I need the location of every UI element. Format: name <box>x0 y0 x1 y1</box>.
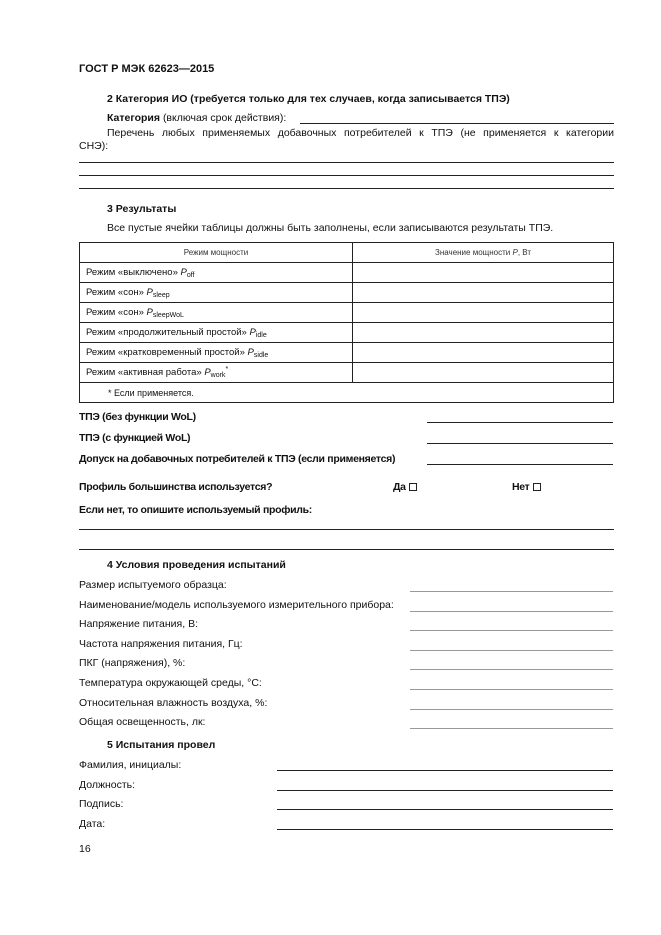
power-mode-cell <box>80 363 353 383</box>
tester-label: Подпись: <box>79 798 124 811</box>
power-sub: work <box>210 372 226 380</box>
page-number: 16 <box>79 843 91 855</box>
tester-field[interactable] <box>277 790 613 791</box>
condition-label: Температура окружающей среды, °С: <box>79 677 262 689</box>
power-mode-cell <box>80 323 353 343</box>
condition-label: Размер испытуемого образца: <box>79 579 227 591</box>
power-sub: idle <box>255 332 267 340</box>
condition-field[interactable] <box>410 630 613 631</box>
col-power-value <box>353 243 614 263</box>
tester-label: Дата: <box>79 817 106 830</box>
table-row <box>80 363 614 383</box>
category-label: Категория <box>107 112 161 124</box>
tester-field[interactable] <box>277 809 613 810</box>
condition-label: ПКГ (напряжения), %: <box>79 657 186 670</box>
power-mode-label: Режим «продолжительный простой» <box>86 327 250 339</box>
power-mode-cell <box>80 303 353 323</box>
power-value-cell[interactable] <box>353 363 614 383</box>
power-sub: sleepWoL <box>152 312 184 320</box>
footnote-row <box>80 383 614 403</box>
power-var: P <box>204 367 211 379</box>
condition-field[interactable] <box>410 591 613 592</box>
section3-note: Все пустые ячейки таблицы должны быть заполнены, если записываются результаты ТПЭ. <box>107 222 554 234</box>
condition-field[interactable] <box>410 689 613 690</box>
tester-label: Должность: <box>79 778 136 791</box>
profile-desc-field-1[interactable] <box>79 529 614 530</box>
power-mode-label: Режим «активная работа» <box>86 367 205 379</box>
power-value-cell[interactable] <box>353 343 614 363</box>
power-value-cell[interactable] <box>353 283 614 303</box>
footnote: * Если применяется. <box>80 383 614 403</box>
power-mode-label: Режим «сон» <box>86 287 147 299</box>
profile-desc-field-2[interactable] <box>79 549 614 550</box>
list-line1: Перечень любых применяемых добавочных потребителей к ТПЭ (не применяется к категории <box>107 127 614 139</box>
section5-title: 5 Испытания провел <box>107 739 216 751</box>
power-mode-cell <box>80 263 353 283</box>
table-row <box>80 303 614 323</box>
category-field[interactable] <box>300 123 614 124</box>
power-mode-label: Режим «выключено» <box>86 267 181 279</box>
condition-field[interactable] <box>410 728 613 729</box>
list-line2: СНЭ): <box>79 140 109 152</box>
tester-field[interactable] <box>277 829 613 830</box>
power-var: P <box>247 347 254 359</box>
tpe-wol-label: ТПЭ (с функцией WoL) <box>79 432 191 444</box>
power-value-cell[interactable] <box>353 263 614 283</box>
profile-desc-label: Если нет, то опишите используемый профиль: <box>79 504 312 516</box>
condition-label: Общая освещенность, лк: <box>79 716 206 729</box>
profile-question: Профиль большинства используется? <box>79 481 273 493</box>
no-option[interactable] <box>512 481 541 493</box>
col-power-value-unit: , Вт <box>517 248 531 257</box>
power-mode-cell <box>80 283 353 303</box>
power-sup: * <box>225 365 229 373</box>
tester-field[interactable] <box>277 770 613 771</box>
condition-field[interactable] <box>410 709 613 710</box>
tester-label: Фамилия, инициалы: <box>79 759 182 771</box>
category-note: (включая срок действия): <box>162 112 287 124</box>
results-table <box>79 242 614 403</box>
condition-label: Частота напряжения питания, Гц: <box>79 637 243 650</box>
power-value-cell[interactable] <box>353 303 614 323</box>
list-field-1[interactable] <box>79 162 614 163</box>
col-power-value-var: P <box>512 248 518 257</box>
power-var: P <box>249 327 256 339</box>
condition-field[interactable] <box>410 650 613 651</box>
power-mode-cell <box>80 343 353 363</box>
power-mode-label: Режим «кратковременный простой» <box>86 347 248 359</box>
power-value-cell[interactable] <box>353 323 614 343</box>
yes-option[interactable] <box>393 481 417 493</box>
power-var: P <box>180 267 187 279</box>
section2-title: 2 Категория ИО (требуется только для тех случаев, когда записывается ТПЭ) <box>107 93 510 105</box>
condition-label: Напряжение питания, В: <box>79 618 198 631</box>
col-power-mode: Режим мощности <box>80 243 353 263</box>
list-field-3[interactable] <box>79 188 614 189</box>
power-sub: sleep <box>152 292 170 300</box>
power-var: P <box>146 307 153 319</box>
category-label-row <box>107 112 286 124</box>
list-field-2[interactable] <box>79 175 614 176</box>
condition-field[interactable] <box>410 611 613 612</box>
yes-label: Да <box>393 481 406 493</box>
table-header-row <box>80 243 614 263</box>
yes-checkbox[interactable] <box>409 483 417 491</box>
col-power-value-text: Значение мощности <box>435 248 511 257</box>
section3-title: 3 Результаты <box>107 203 177 215</box>
power-mode-label: Режим «сон» <box>86 307 147 319</box>
table-row <box>80 263 614 283</box>
power-sub: sidle <box>253 352 269 360</box>
condition-label: Относительная влажность воздуха, %: <box>79 696 268 709</box>
tolerance-label: Допуск на добавочных потребителей к ТПЭ (если применяется) <box>79 453 396 465</box>
table-row <box>80 283 614 303</box>
power-var: P <box>146 287 153 299</box>
no-label: Нет <box>512 481 530 493</box>
no-checkbox[interactable] <box>533 483 541 491</box>
tolerance-field[interactable] <box>427 464 613 465</box>
condition-label: Наименование/модель используемого измерительного прибора: <box>79 598 394 611</box>
power-sub: off <box>186 272 195 280</box>
tpe-no-wol-label: ТПЭ (без функции WoL) <box>79 411 196 423</box>
section4-title: 4 Условия проведения испытаний <box>107 559 286 571</box>
table-row <box>80 343 614 363</box>
doc-header: ГОСТ Р МЭК 62623—2015 <box>79 63 215 75</box>
table-row <box>80 323 614 343</box>
tpe-wol-field[interactable] <box>427 443 613 444</box>
tpe-no-wol-field[interactable] <box>427 422 613 423</box>
condition-field[interactable] <box>410 669 613 670</box>
